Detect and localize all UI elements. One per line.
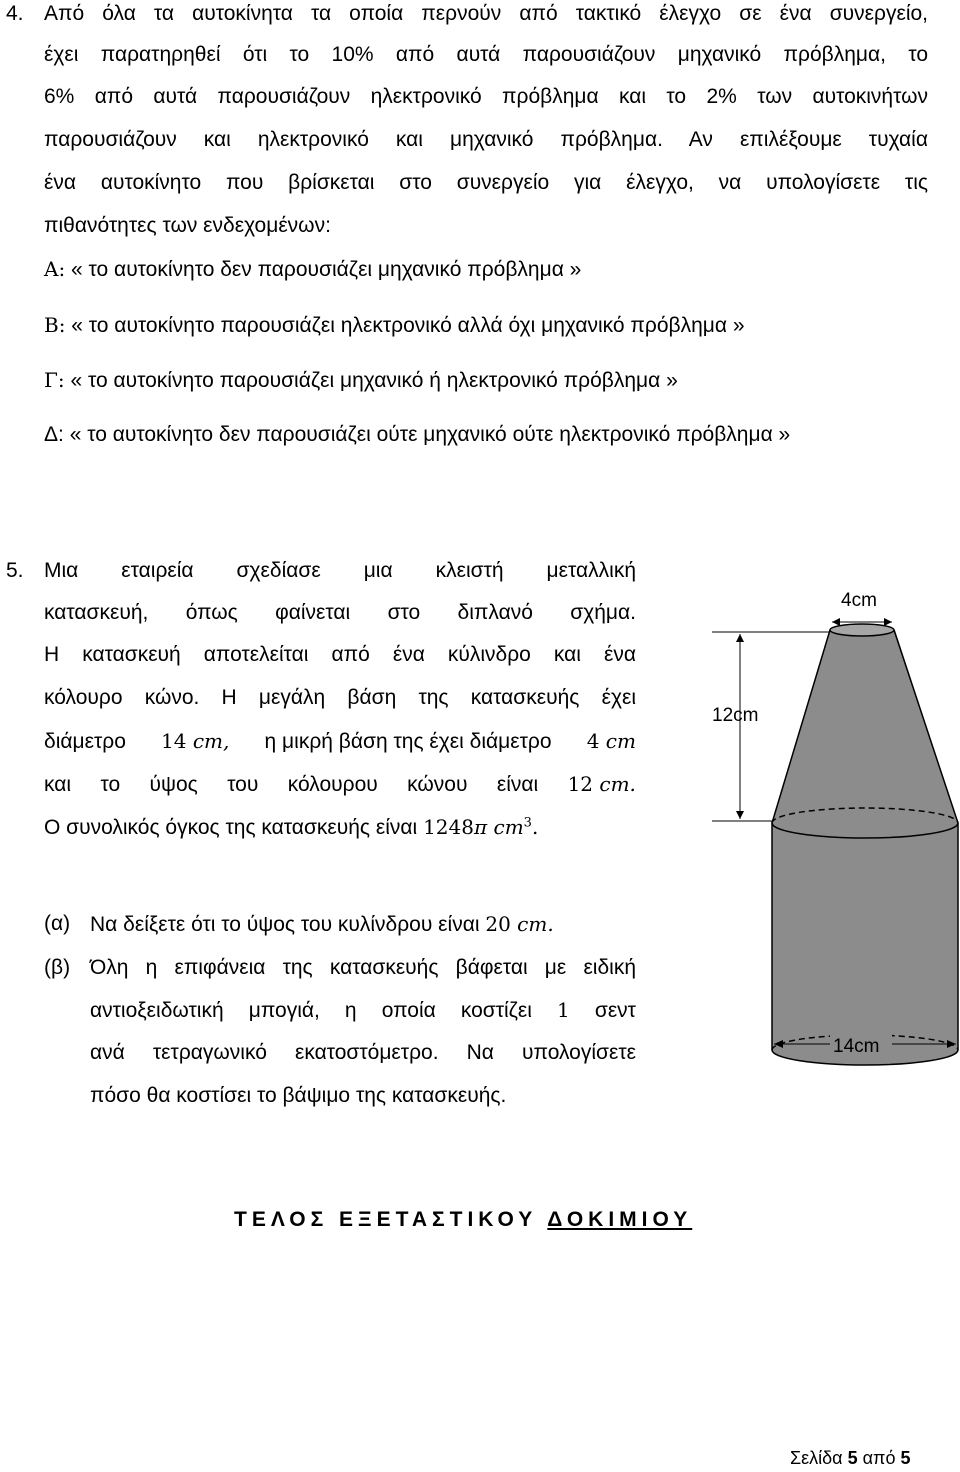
part-a-text (90, 910, 554, 939)
small-diameter-unit: cm (605, 729, 636, 753)
event-d-text: « το αυτοκίνητο δεν παρουσιάζει ούτε μηχανικό ούτε ηλεκτρονικό πρόβλημα » (69, 423, 791, 446)
q5-line5-text-a: διάμετρο (44, 730, 126, 753)
q5-text-line-4: κόλουρο κώνο. Η μεγάλη βάση της κατασκευής έχει (44, 686, 636, 709)
small-diameter-value: 4 (586, 729, 600, 753)
event-a-text: « το αυτοκίνητο δεν παρουσιάζει μηχανικό πρόβλημα » (71, 258, 582, 281)
part-b-line2-word-4: οποία (381, 999, 436, 1022)
event-c (44, 366, 678, 395)
part-b-label: (β) (44, 956, 71, 979)
large-diameter-value: 14 (161, 729, 187, 753)
bottom-dimension-label: 14cm (833, 1036, 880, 1057)
part-b-line-2 (90, 996, 636, 1025)
page-number (790, 1444, 911, 1472)
part-a-math (485, 912, 553, 936)
q5-text-line-6 (44, 770, 636, 799)
top-dimension-arrow-left (832, 618, 840, 626)
q5-text-line-1: Μια εταιρεία σχεδίασε μια κλειστή μεταλλική (44, 559, 636, 582)
page-current: 5 (847, 1448, 858, 1468)
q5-line7-math (423, 815, 538, 839)
cost-unit: σεντ (594, 999, 636, 1022)
q5-line6-math (568, 770, 636, 798)
q5-line5-text-b: η μικρή βάση της έχει διάμετρο (264, 730, 552, 753)
cost-value: 1 (557, 998, 570, 1022)
pi-symbol: π (473, 815, 488, 839)
cylinder-height-value: 20 (485, 912, 511, 936)
q5-line5-math-1 (161, 727, 229, 755)
end-title-part-2: ΔΟΚΙΜΙΟΥ (547, 1208, 693, 1231)
volume-unit: cm (493, 815, 524, 839)
total-volume-value: 1248 (423, 815, 474, 839)
part-b-line2-word-1: αντιοξειδωτική (90, 999, 224, 1022)
q5-line7-text: Ο συνολικός όγκος της κατασκευής είναι (44, 816, 418, 839)
end-of-exam-title (234, 1206, 692, 1234)
q5-line7-period: . (531, 815, 539, 839)
event-c-label: Γ: (44, 368, 65, 392)
top-dimension-label: 4cm (841, 590, 877, 611)
q4-text-line-6: πιθανότητες των ενδεχομένων: (44, 214, 331, 237)
event-d-label: Δ: (44, 423, 64, 446)
event-b-text: « το αυτοκίνητο παρουσιάζει ηλεκτρονικό αλλά όχι μηχανικό πρόβλημα » (71, 314, 745, 337)
q5-line6-word-7: είναι (496, 773, 539, 796)
q5-line6-word-1: και (44, 773, 72, 796)
cylinder-height-unit: cm. (517, 912, 554, 936)
height-dimension-label: 12cm (712, 705, 759, 726)
end-title-part-1: ΤΕΛΟΣ ΕΞΕΤΑΣΤΙΚΟΥ (234, 1208, 548, 1231)
page-total: 5 (900, 1448, 911, 1468)
large-diameter-unit: cm, (192, 729, 230, 753)
q4-text-line-4: παρουσιάζουν και ηλεκτρονικό και μηχανικό πρόβλημα. Αν επιλέξουμε τυχαία (44, 128, 928, 151)
frustum-height-value: 12 (567, 772, 594, 796)
event-a (44, 255, 581, 284)
q5-text-line-3: Η κατασκευή αποτελείται από ένα κύλινδρο και ένα (44, 643, 636, 666)
event-a-label: Α: (44, 257, 66, 281)
q5-line6-word-4: του (227, 773, 259, 796)
q5-line6-word-3: ύψος (149, 773, 198, 796)
part-b-line2-word-2: μπογιά, (248, 999, 320, 1022)
question-5-number: 5. (6, 559, 24, 582)
q5-text-line-7 (44, 813, 538, 842)
page-of: από (862, 1448, 896, 1468)
q4-text-line-3: 6% από αυτά παρουσιάζουν ηλεκτρονικό πρόβλημα και το 2% των αυτοκινήτων (44, 85, 928, 108)
q5-text-line-2: κατασκευή, όπως φαίνεται στο διπλανό σχήμα. (44, 601, 636, 624)
q5-text-line-5 (44, 727, 636, 756)
part-a-statement: Να δείξετε ότι το ύψος του κυλίνδρου είναι (90, 913, 480, 936)
q4-text-line-2: έχει παρατηρηθεί ότι το 10% από αυτά παρουσιάζουν μηχανικό πρόβλημα, το (44, 43, 928, 66)
q4-text-line-1: Από όλα τα αυτοκίνητα τα οποία περνούν από τακτικό έλεγχο σε ένα συνεργείο, (44, 2, 928, 25)
question-4-number: 4. (6, 2, 24, 25)
cylinder-frustum-figure (700, 580, 960, 1080)
figure-body (772, 630, 958, 1065)
part-a-label: (α) (44, 912, 71, 935)
top-dimension-arrow-right (884, 618, 892, 626)
q5-line6-word-6: κώνου (407, 773, 468, 796)
event-d (44, 421, 790, 449)
height-dimension-arrow-top (736, 634, 744, 642)
part-b-line2-word-3: η (344, 999, 357, 1022)
event-b (44, 311, 745, 340)
page-word: Σελίδα (790, 1448, 843, 1468)
part-b-line2-word-5: κοστίζει (460, 999, 532, 1022)
event-b-label: Β: (44, 313, 66, 337)
q4-text-line-5: ένα αυτοκίνητο που βρίσκεται στο συνεργείο για έλεγχο, να υπολογίσετε τις (44, 171, 928, 194)
part-b-line-3: ανά τετραγωνικό εκατοστόμετρο. Να υπολογίσετε (90, 1041, 636, 1064)
q5-line5-math-2 (587, 727, 636, 755)
height-dimension-arrow-bottom (736, 811, 744, 819)
frustum-height-unit: cm. (599, 772, 636, 796)
event-c-text: « το αυτοκίνητο παρουσιάζει μηχανικό ή ηλεκτρονικό πρόβλημα » (70, 369, 678, 392)
part-b-line-4: πόσο θα κοστίσει το βάψιμο της κατασκευής. (90, 1084, 507, 1107)
part-b-line-1: Όλη η επιφάνεια της κατασκευής βάφεται με ειδική (90, 956, 636, 979)
q5-line6-word-5: κόλουρου (287, 773, 378, 796)
q5-line6-word-2: το (100, 773, 121, 796)
volume-unit-exponent: 3 (523, 815, 532, 831)
